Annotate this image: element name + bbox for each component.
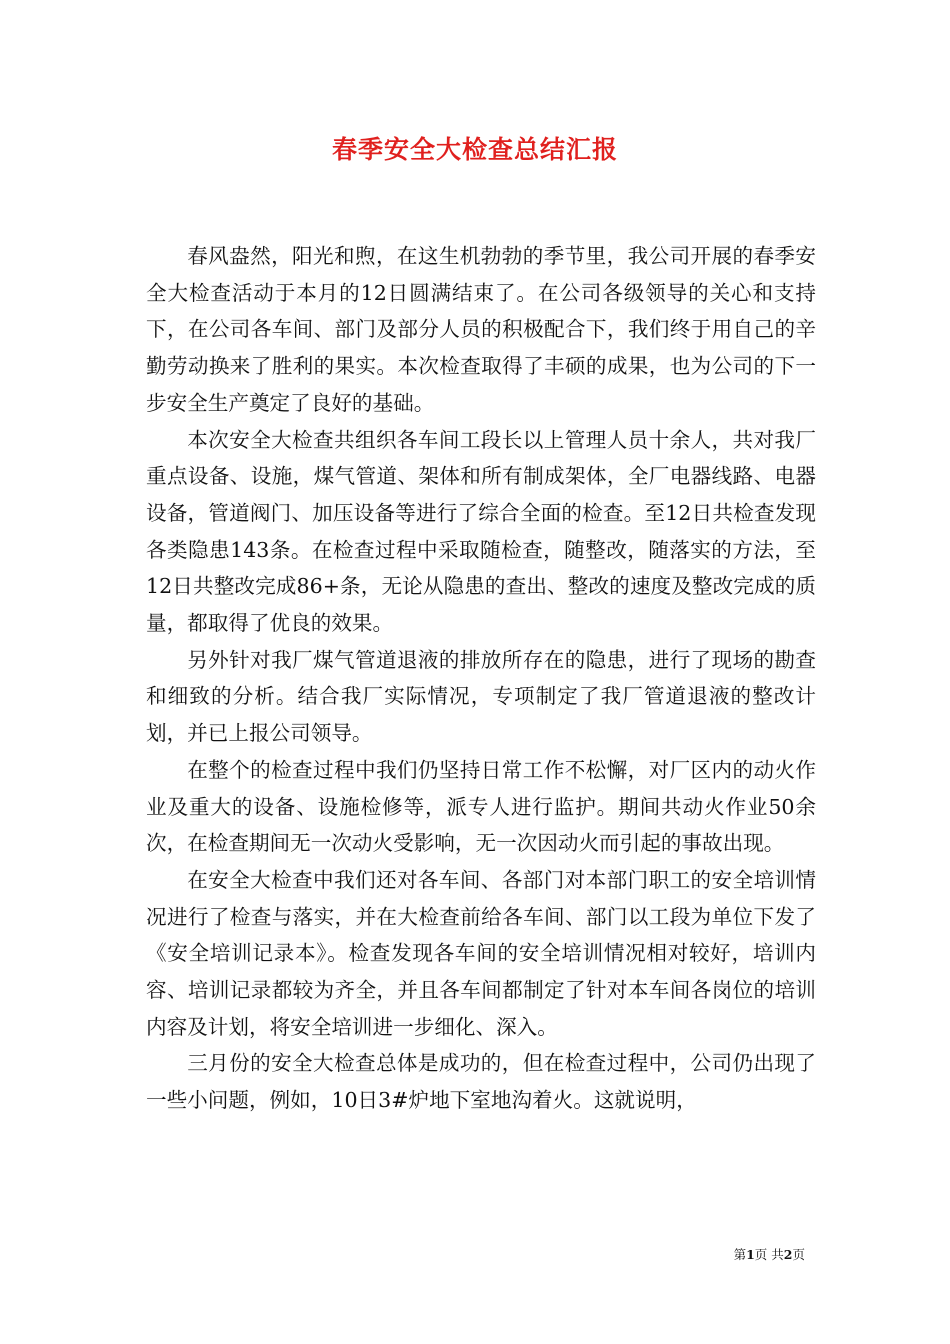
document-body xyxy=(146,238,816,1119)
document-title: 春季安全大检查总结汇报 xyxy=(331,135,618,164)
paragraph-3: 另外针对我厂煤气管道退液的排放所存在的隐患，进行了现场的勘查和细致的分析。结合我厂实际情况，专项制定了我厂管道退液的整改计划，并已上报公司领导。 xyxy=(146,647,816,746)
footer-middle: 页 共 xyxy=(754,1247,784,1262)
paragraph-4: 在整个的检查过程中我们仍坚持日常工作不松懈，对厂区内的动火作业及重大的设备、设施检修等，派专人进行监护。期间共动火作业50余次，在检查期间无一次动火受影响，无一次因动火而引起的事故出现。 xyxy=(146,757,816,856)
paragraph-6: 三月份的安全大检查总体是成功的，但在检查过程中，公司仍出现了一些小问题，例如，10日3#炉地下室地沟着火。这就说明， xyxy=(146,1051,816,1113)
paragraph-5: 在安全大检查中我们还对各车间、各部门对本部门职工的安全培训情况进行了检查与落实，并在大检查前给各车间、部门以工段为单位下发了《安全培训记录本》。检查发现各车间的安全培训情况相对较好，培训内容、培训记录都较为齐全，并且各车间都制定了针对本车间各岗位的培训内容及计划，将安全培训进一步细化、深入。 xyxy=(146,867,816,1039)
total-pages-number: 2 xyxy=(783,1247,793,1262)
footer-prefix: 第 xyxy=(733,1247,747,1262)
page-number-footer xyxy=(734,1247,805,1263)
current-page-number: 1 xyxy=(746,1247,755,1262)
footer-suffix: 页 xyxy=(792,1247,805,1262)
paragraph-1: 春风盎然，阳光和煦，在这生机勃勃的季节里，我公司开展的春季安全大检查活动于本月的12日圆满结束了。在公司各级领导的关心和支持下，在公司各车间、部门及部分人员的积极配合下，我们终于用自己的辛勤劳动换来了胜利的果实。本次检查取得了丰硕的成果，也为公司的下一步安全生产奠定了良好的基础。 xyxy=(146,244,816,415)
paragraph-2: 本次安全大检查共组织各车间工段长以上管理人员十余人，共对我厂重点设备、设施，煤气管道、架体和所有制成架体，全厂电器线路、电器设备，管道阀门、加压设备等进行了综合全面的检查。至12日共检查发现各类隐患143条。在检查过程中采取随检查，随整改，随落实的方法，至12日共整改完成86+条，无论从隐患的查出、整改的速度及整改完成的质量，都取得了优良的效果。 xyxy=(146,427,816,636)
